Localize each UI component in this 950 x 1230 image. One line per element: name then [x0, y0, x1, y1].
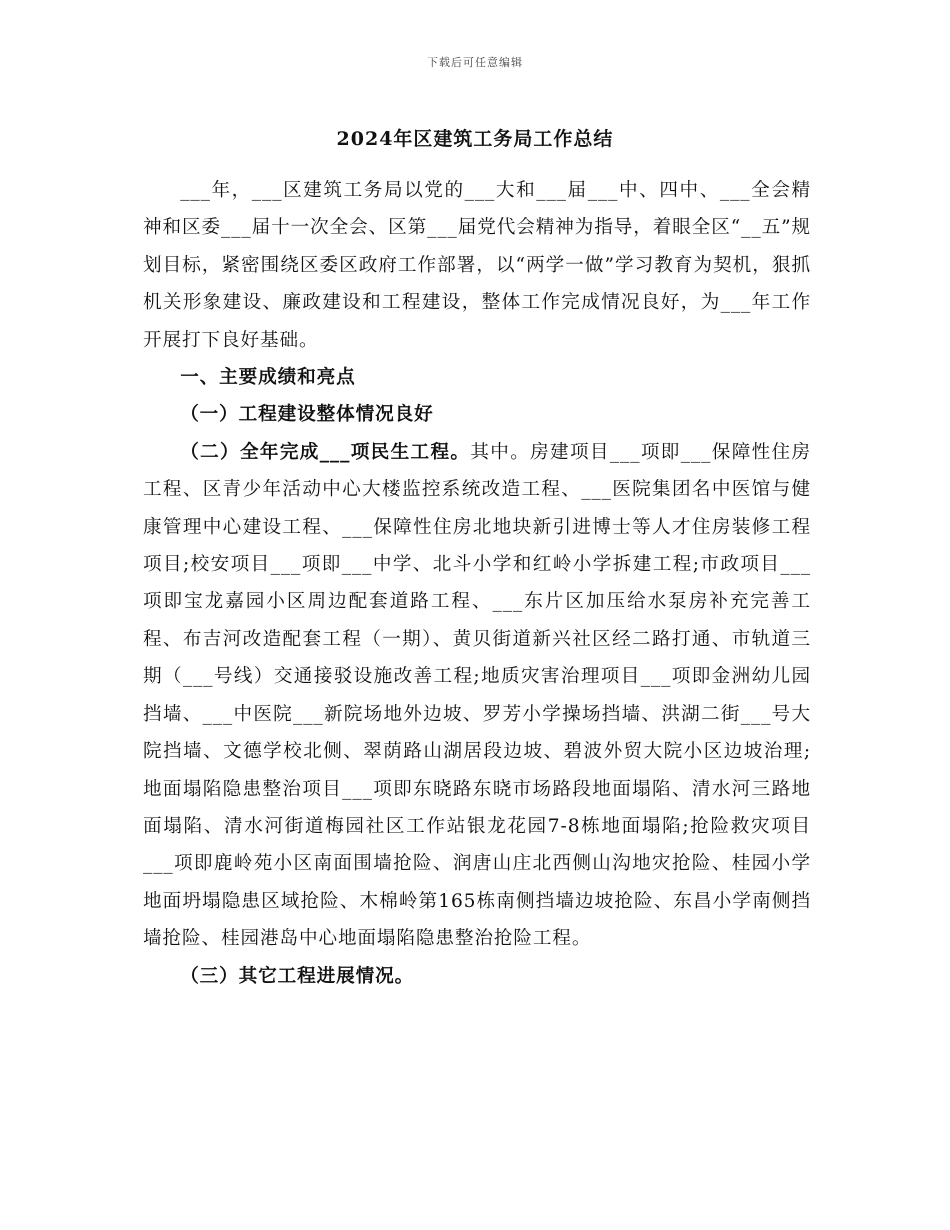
subsection-heading-overall: （一）工程建设整体情况良好 — [180, 404, 434, 426]
projects-body: 其中。房建项目___项即___保障性住房工程、区青少年活动中心大楼监控系统改造工程、___医院集团名中医馆与健康管理中心建设工程、___保障性住房北地块新引进博士等人才住房装修工程项目;校安项目___项即___中学、北斗小学和红岭小学拆建工程;市政项目___项即宝龙嘉园小区周边配套道路工程、___东片区加压给水泵房补充完善工程、布吉河改造配套工程（一期）、黄贝街道新兴社区经二路打通、市轨道三期（___号线）交通接驳设施改善工程;地质灾害治理项目___项即金洲幼儿园挡墙、___中医院___新院场地外边坡、罗芳小学操场挡墙、洪湖二街___号大院挡墙、文德学校北侧、翠荫路山湖居段边坡、碧波外贸大院小区边坡治理;地面塌陷隐患整治项目___项即东晓路东晓市场路段地面塌陷、清水河三路地面塌陷、清水河街道梅园社区工作站银龙花园7-8栋地面塌陷;抢险救灾项目___项即鹿岭苑小区南面围墙抢险、润唐山庄北西侧山沟地灾抢险、桂园小学地面坍塌隐患区域抢险、木棉岭第165栋南侧挡墙边坡抢险、东昌小学南侧挡墙抢险、桂园港岛中心地面塌陷隐患整治抢险工程。 — [143, 441, 811, 950]
header-note: 下载后可任意编辑 — [427, 56, 523, 69]
subsection-heading-projects: （二）全年完成___项民生工程。 — [180, 441, 471, 463]
document-body — [143, 172, 811, 995]
projects-paragraph — [143, 434, 811, 958]
section-heading-achievements: 一、主要成绩和亮点 — [180, 367, 356, 389]
intro-paragraph: ___年，___区建筑工务局以党的___大和___届___中、四中、___全会精神和区委___届十一次全会、区第___届党代会精神为指导，着眼全区“__五”规划目标，紧密围绕区委区政府工作部署，以“两学一做”学习教育为契机，狠抓机关形象建设、廉政建设和工程建设，整体工作完成情况良好，为___年工作开展打下良好基础。 — [143, 180, 811, 351]
document-title: 2024年区建筑工务局工作总结 — [336, 128, 614, 150]
subsection-heading-other: （三）其它工程进展情况。 — [180, 965, 415, 987]
